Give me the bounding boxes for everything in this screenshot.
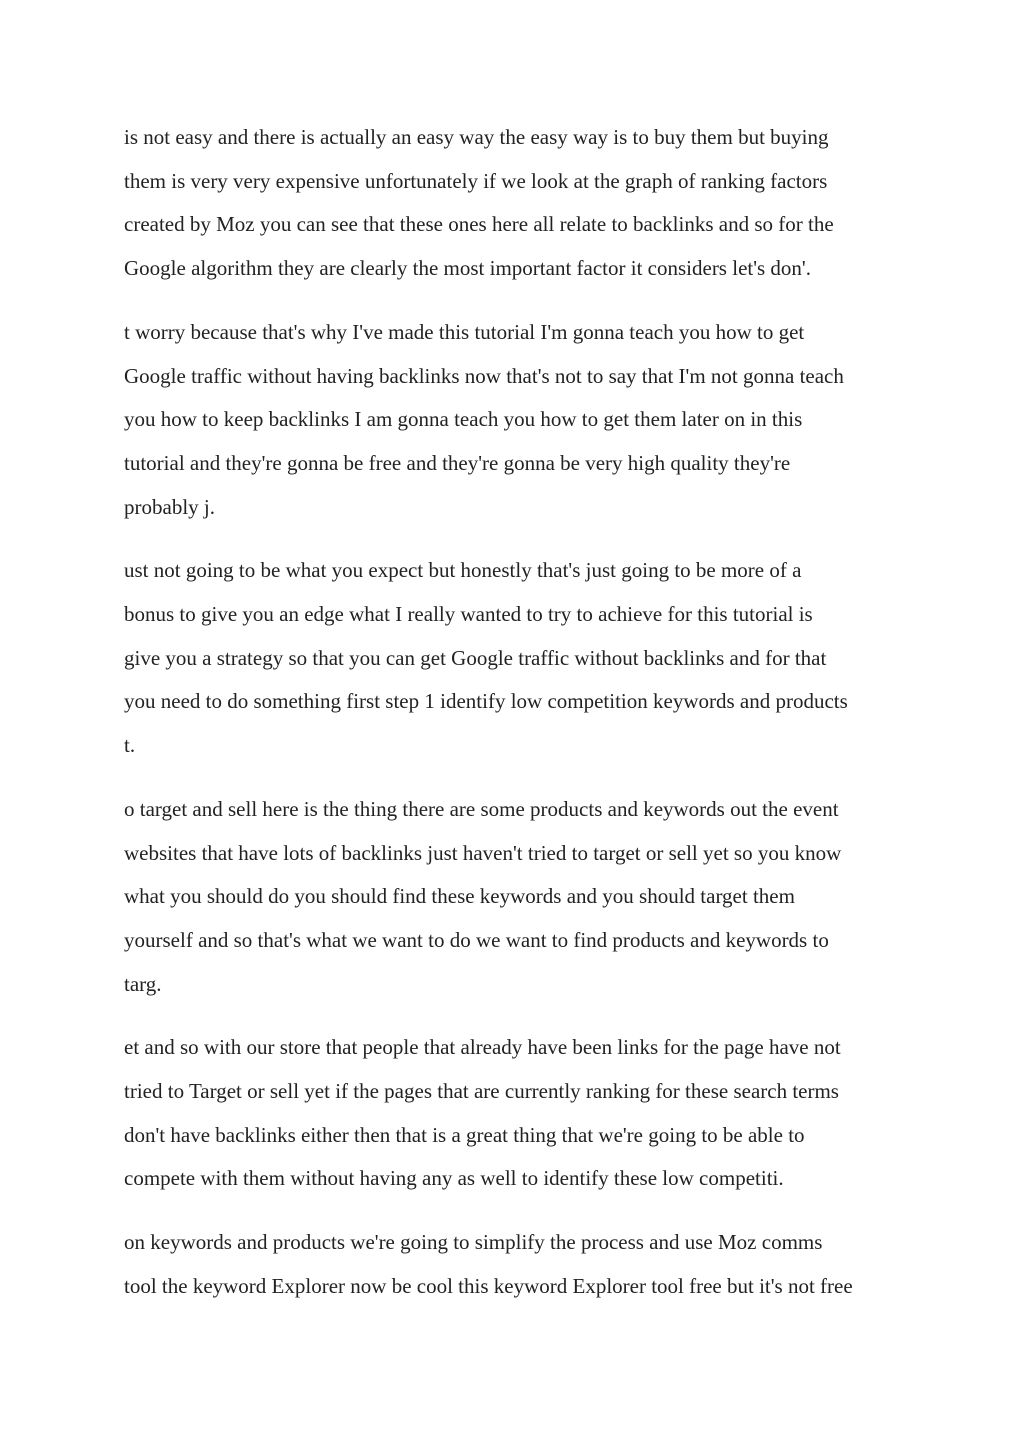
text-line: compete with them without having any as well to identify these low competiti.: [124, 1166, 784, 1191]
paragraph-2: [124, 311, 914, 530]
text-line: probably j.: [124, 494, 215, 519]
text-line: websites that have lots of backlinks just haven't tried to target or sell yet so you know: [124, 840, 842, 865]
text-line: give you a strategy so that you can get Google traffic without backlinks and for that: [124, 645, 827, 670]
text-line: you how to keep backlinks I am gonna teach you how to get them later on in this: [124, 407, 803, 432]
text-line: Google algorithm they are clearly the most important factor it considers let's don'.: [124, 256, 811, 281]
paragraph-5: [124, 1026, 914, 1201]
text-line: tried to Target or sell yet if the pages that are currently ranking for these search terms: [124, 1079, 839, 1104]
text-line: tool the keyword Explorer now be cool this keyword Explorer tool free but it's not free: [124, 1273, 853, 1298]
text-line: t worry because that's why I've made this tutorial I'm gonna teach you how to get: [124, 319, 805, 344]
text-line: is not easy and there is actually an easy way the easy way is to buy them but buying: [124, 125, 829, 149]
text-line: t.: [124, 733, 136, 758]
text-line: yourself and so that's what we want to do we want to find products and keywords to: [124, 927, 829, 952]
text-line: what you should do you should find these keywords and you should target them: [124, 884, 795, 909]
text-line: bonus to give you an edge what I really wanted to try to achieve for this tutorial is: [124, 602, 813, 627]
text-line: et and so with our store that people that already have been links for the page have not: [124, 1035, 841, 1060]
paragraph-3: [124, 549, 914, 768]
paragraph-6: [124, 1221, 914, 1308]
text-line: you need to do something first step 1 identify low competition keywords and products: [124, 689, 848, 714]
paragraph-4: [124, 788, 914, 1007]
text-line: ust not going to be what you expect but honestly that's just going to be more of a: [124, 558, 802, 583]
text-line: targ.: [124, 971, 162, 996]
text-line: on keywords and products we're going to simplify the process and use Moz comms: [124, 1230, 823, 1255]
document-page: [124, 116, 914, 1329]
text-line: o target and sell here is the thing there are some products and keywords out the event: [124, 796, 839, 821]
text-line: them is very very expensive unfortunately if we look at the graph of ranking factors: [124, 168, 828, 193]
text-line: Google traffic without having backlinks now that's not to say that I'm not gonna teach: [124, 363, 844, 388]
text-line: created by Moz you can see that these ones here all relate to backlinks and so for the: [124, 212, 834, 237]
text-line: don't have backlinks either then that is a great thing that we're going to be able to: [124, 1122, 805, 1147]
text-line: tutorial and they're gonna be free and they're gonna be very high quality they're: [124, 450, 791, 475]
paragraph-1: [124, 116, 914, 291]
